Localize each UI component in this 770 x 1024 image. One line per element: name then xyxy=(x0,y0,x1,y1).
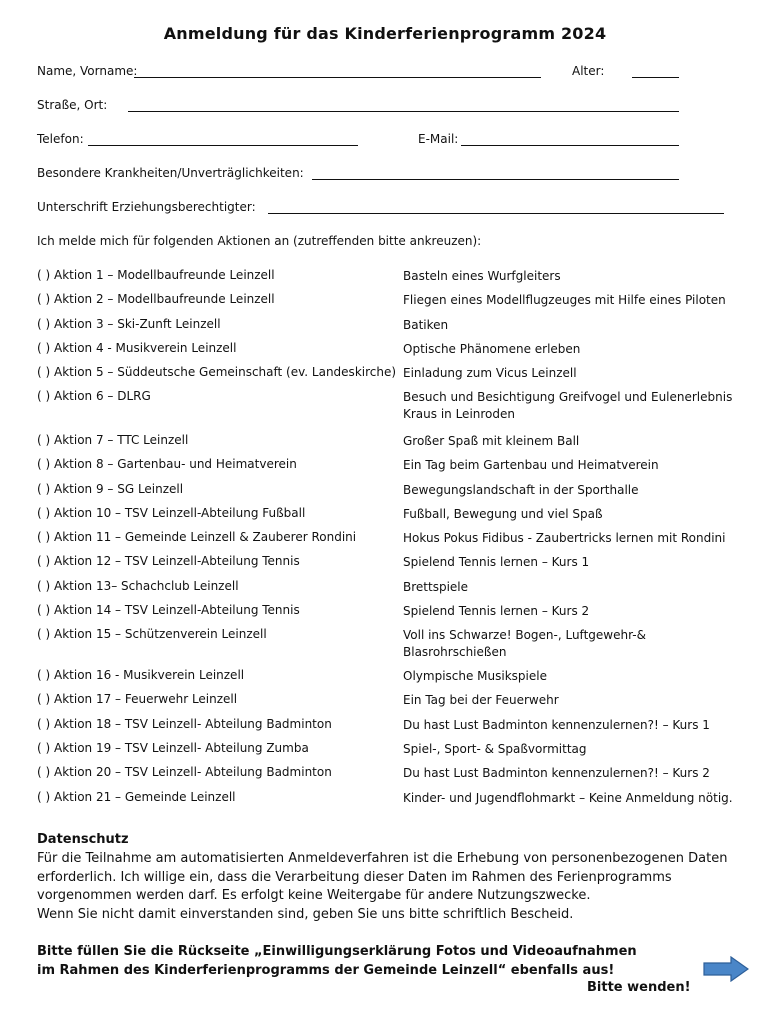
privacy-line-1: Für die Teilnahme am automatisierten Anmeldeverfahren ist die Erhebung von personenbezogenen Daten xyxy=(37,851,728,866)
action-description: Hokus Pokus Fidibus - Zaubertricks lernen mit Rondini xyxy=(403,531,726,545)
action-description: Kinder- und Jugendflohmarkt – Keine Anmeldung nötig. xyxy=(403,791,733,805)
privacy-line-3: vorgenommen werden darf. Es erfolgt keine Weitergabe für andere Nutzungszwecke. xyxy=(37,888,591,903)
privacy-line-2: erforderlich. Ich willige ein, dass die Verarbeitung dieser Daten im Rahmen des Ferienprogramms xyxy=(37,870,672,885)
age-label: Alter: xyxy=(572,64,605,78)
action-option[interactable]: ( ) Aktion 5 – Süddeutsche Gemeinschaft (ev. Landeskirche) xyxy=(37,365,397,379)
action-option[interactable]: ( ) Aktion 16 - Musikverein Leinzell xyxy=(37,668,245,682)
page-title: Anmeldung für das Kinderferienprogramm 2024 xyxy=(163,24,607,43)
action-description: Spiel-, Sport- & Spaßvormittag xyxy=(403,742,587,756)
phone-field-line[interactable] xyxy=(88,145,358,146)
signature-label: Unterschrift Erziehungsberechtigter: xyxy=(37,200,256,214)
name-field-line[interactable] xyxy=(134,77,541,78)
intro-text: Ich melde mich für folgenden Aktionen an (zutreffenden bitte ankreuzen): xyxy=(37,234,482,248)
signature-field-line[interactable] xyxy=(268,213,724,214)
action-option[interactable]: ( ) Aktion 1 – Modellbaufreunde Leinzell xyxy=(37,268,275,282)
illness-field-line[interactable] xyxy=(312,179,679,180)
action-description: Einladung zum Vicus Leinzell xyxy=(403,366,577,380)
action-option[interactable]: ( ) Aktion 17 – Feuerwehr Leinzell xyxy=(37,692,238,706)
privacy-line-4: Wenn Sie nicht damit einverstanden sind, geben Sie uns bitte schriftlich Bescheid. xyxy=(37,907,574,922)
action-option[interactable]: ( ) Aktion 18 – TSV Leinzell- Abteilung Badminton xyxy=(37,717,332,731)
action-description: Fliegen eines Modellflugzeuges mit Hilfe eines Piloten xyxy=(403,293,726,307)
action-option[interactable]: ( ) Aktion 11 – Gemeinde Leinzell & Zauberer Rondini xyxy=(37,530,357,544)
action-description: Du hast Lust Badminton kennenzulernen?! – Kurs 1 xyxy=(403,718,710,732)
age-field-line[interactable] xyxy=(632,77,679,78)
arrow-right-icon xyxy=(703,956,749,986)
action-option[interactable]: ( ) Aktion 2 – Modellbaufreunde Leinzell xyxy=(37,292,275,306)
action-option[interactable]: ( ) Aktion 8 – Gartenbau- und Heimatverein xyxy=(37,457,297,471)
name-label: Name, Vorname: xyxy=(37,64,138,78)
please-turn-text: Bitte wenden! xyxy=(587,980,691,995)
footer-line-2: im Rahmen des Kinderferienprogramms der Gemeinde Leinzell“ ebenfalls aus! xyxy=(37,963,615,978)
action-option[interactable]: ( ) Aktion 19 – TSV Leinzell- Abteilung Zumba xyxy=(37,741,309,755)
action-option[interactable]: ( ) Aktion 9 – SG Leinzell xyxy=(37,482,184,496)
action-description: Voll ins Schwarze! Bogen-, Luftgewehr-& Blasrohrschießen xyxy=(403,628,646,659)
action-option[interactable]: ( ) Aktion 15 – Schützenverein Leinzell xyxy=(37,627,267,641)
illness-label: Besondere Krankheiten/Unverträglichkeiten: xyxy=(37,166,304,180)
action-description: Ein Tag beim Gartenbau und Heimatverein xyxy=(403,458,659,472)
email-label: E-Mail: xyxy=(418,132,459,146)
action-description: Olympische Musikspiele xyxy=(403,669,547,683)
privacy-heading: Datenschutz xyxy=(37,832,129,847)
street-label: Straße, Ort: xyxy=(37,98,108,112)
action-option[interactable]: ( ) Aktion 10 – TSV Leinzell-Abteilung Fußball xyxy=(37,506,306,520)
email-field-line[interactable] xyxy=(461,145,679,146)
action-option[interactable]: ( ) Aktion 3 – Ski-Zunft Leinzell xyxy=(37,317,221,331)
action-description: Optische Phänomene erleben xyxy=(403,342,581,356)
street-field-line[interactable] xyxy=(128,111,679,112)
phone-label: Telefon: xyxy=(37,132,84,146)
action-option[interactable]: ( ) Aktion 13– Schachclub Leinzell xyxy=(37,579,239,593)
action-option[interactable]: ( ) Aktion 21 – Gemeinde Leinzell xyxy=(37,790,236,804)
footer-line-1: Bitte füllen Sie die Rückseite „Einwilligungserklärung Fotos und Videoaufnahmen xyxy=(37,944,637,959)
action-option[interactable]: ( ) Aktion 4 - Musikverein Leinzell xyxy=(37,341,237,355)
action-description: Du hast Lust Badminton kennenzulernen?! – Kurs 2 xyxy=(403,766,710,780)
action-description: Besuch und Besichtigung Greifvogel und Eulenerlebnis Kraus in Leinroden xyxy=(403,390,733,421)
action-description: Fußball, Bewegung und viel Spaß xyxy=(403,507,603,521)
action-description: Batiken xyxy=(403,318,449,332)
action-option[interactable]: ( ) Aktion 20 – TSV Leinzell- Abteilung Badminton xyxy=(37,765,332,779)
action-option[interactable]: ( ) Aktion 12 – TSV Leinzell-Abteilung Tennis xyxy=(37,554,300,568)
action-option[interactable]: ( ) Aktion 6 – DLRG xyxy=(37,389,151,403)
action-description: Großer Spaß mit kleinem Ball xyxy=(403,434,580,448)
action-description: Spielend Tennis lernen – Kurs 2 xyxy=(403,604,590,618)
action-description: Basteln eines Wurfgleiters xyxy=(403,269,561,283)
action-description: Ein Tag bei der Feuerwehr xyxy=(403,693,559,707)
action-description: Bewegungslandschaft in der Sporthalle xyxy=(403,483,639,497)
action-option[interactable]: ( ) Aktion 7 – TTC Leinzell xyxy=(37,433,189,447)
action-description: Brettspiele xyxy=(403,580,468,594)
action-description: Spielend Tennis lernen – Kurs 1 xyxy=(403,555,590,569)
action-option[interactable]: ( ) Aktion 14 – TSV Leinzell-Abteilung Tennis xyxy=(37,603,300,617)
